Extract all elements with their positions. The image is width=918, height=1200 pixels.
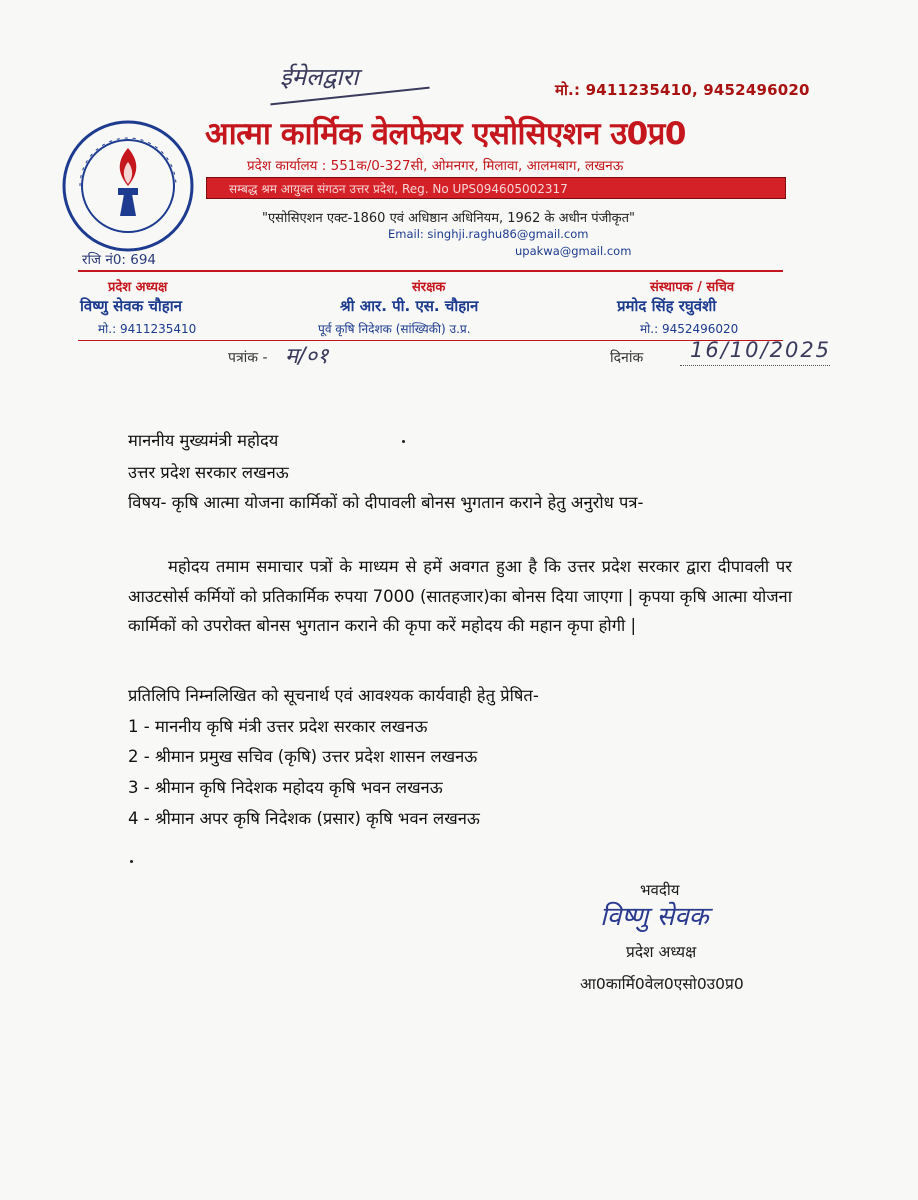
org-title: आत्मा कार्मिक वेलफेयर एसोसिएशन उ0प्र0	[205, 116, 686, 152]
date-dotted-line	[680, 365, 830, 366]
date-label: दिनांक	[610, 350, 644, 366]
copy-item: 1 - माननीय कृषि मंत्री उत्तर प्रदेश सरकार लखनऊ	[128, 717, 428, 736]
official-name-president: विष्णु सेवक चौहान	[80, 297, 182, 315]
official-detail-patron: पूर्व कृषि निदेशक (सांख्यिकी) उ.प्र.	[318, 322, 471, 336]
date-value: 16/10/2025	[690, 338, 832, 362]
official-role-secretary: संस्थापक / सचिव	[650, 280, 735, 295]
ink-dot	[130, 860, 133, 863]
official-name-patron: श्री आर. पी. एस. चौहान	[340, 297, 479, 315]
copy-intro: प्रतिलिपि निम्नलिखित को सूचनार्थ एवं आवश्यक कार्यवाही हेतु प्रेषित-	[128, 686, 539, 705]
salutation: माननीय मुख्यमंत्री महोदय	[128, 431, 279, 450]
handwritten-email-note: ईमेलद्वारा	[280, 63, 359, 91]
affiliation-bar: सम्बद्ध श्रम आयुक्त संगठन उत्तर प्रदेश, Reg. No UPS094605002317	[206, 177, 786, 199]
ink-dot	[402, 440, 405, 443]
header-mobile-numbers: मो.: 9411235410, 9452496020	[555, 81, 810, 99]
subject-line: विषय- कृषि आत्मा योजना कार्मिकों को दीपावली बोनस भुगतान कराने हेतु अनुरोध पत्र-	[128, 493, 644, 512]
signatory-designation: प्रदेश अध्यक्ष	[626, 943, 697, 961]
handwritten-signature: विष्णु सेवक	[600, 902, 709, 932]
association-logo	[60, 118, 196, 254]
header-divider	[78, 270, 783, 272]
office-address: प्रदेश कार्यालय : 551क/0-327सी, ओमनगर, मिलावा, आलमबाग, लखनऊ	[247, 158, 624, 174]
reference-label: पत्रांक -	[228, 350, 268, 366]
officials-divider	[78, 340, 783, 341]
copy-item: 3 - श्रीमान कृषि निदेशक महोदय कृषि भवन लखनऊ	[128, 778, 443, 797]
signatory-org-abbr: आ0कार्मि0वेल0एसो0उ0प्र0	[580, 975, 744, 993]
registration-act-line: "एसोसिएशन एक्ट-1860 एवं अधिष्ठान अधिनियम, 1962 के अधीन पंजीकृत"	[262, 211, 636, 226]
copy-item: 4 - श्रीमान अपर कृषि निदेशक (प्रसार) कृषि भवन लखनऊ	[128, 809, 480, 828]
email-primary[interactable]: Email: singhji.raghu86@gmail.com	[388, 227, 589, 241]
copy-item: 2 - श्रीमान प्रमुख सचिव (कृषि) उत्तर प्रदेश शासन लखनऊ	[128, 747, 478, 766]
official-detail-president: मो.: 9411235410	[98, 322, 197, 336]
email-secondary[interactable]: upakwa@gmail.com	[515, 244, 632, 258]
reference-value: म/०१	[285, 344, 329, 369]
official-name-secretary: प्रमोद सिंह रघुवंशी	[617, 297, 717, 315]
letter-body: महोदय तमाम समाचार पत्रों के माध्यम से हमें अवगत हुआ है कि उत्तर प्रदेश सरकार द्वारा दीपावली पर आउटसोर्स कर्मियों को प्रतिकार्मिक रुपया 7000 (सातहजार)का बोनस दिया जाएगा | कृपया कृषि आत्मा योजना कार्मिकों को उपरोक्त बोनस भुगतान कराने की कृपा करें महोदय की महान कृपा होगी |	[128, 557, 792, 635]
official-detail-secretary: मो.: 9452496020	[640, 322, 739, 336]
closing-text: भवदीय	[640, 881, 680, 899]
registration-number: रजि नं0: 694	[82, 252, 157, 268]
recipient-address: उत्तर प्रदेश सरकार लखनऊ	[128, 463, 289, 482]
official-role-patron: संरक्षक	[412, 280, 446, 295]
official-role-president: प्रदेश अध्यक्ष	[108, 280, 168, 295]
